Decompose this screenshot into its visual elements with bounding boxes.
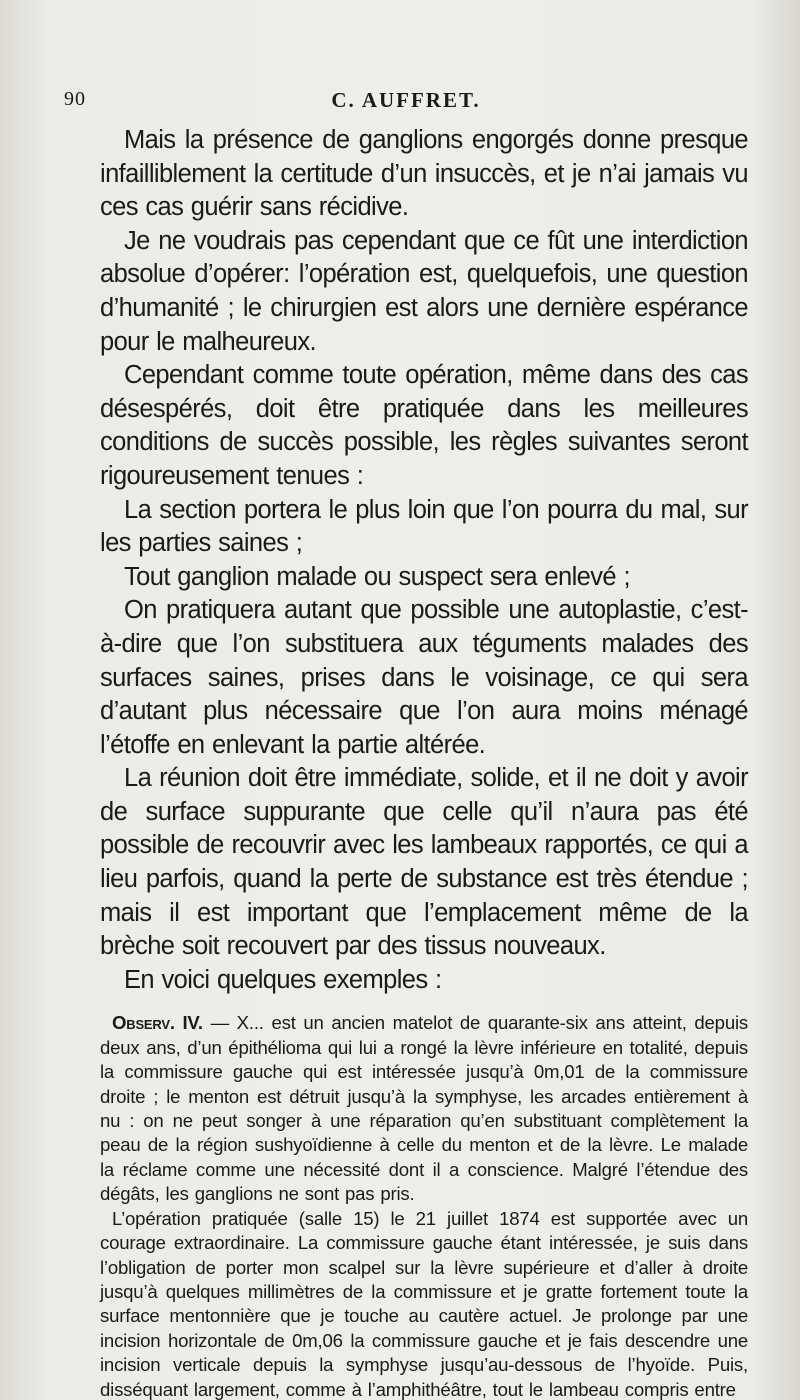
observation-continuation: L’opération pratiquée (salle 15) le 21 juillet 1874 est supportée avec un courage extraordinaire. La commissure gauche étant intéressée, je suis dans l’obligation de porter mon scalpel sur la lèvre supérieure et d’aller à droite jusqu’à quelques millimètres de la commissure et je gratte fortement toute la surface mentonnière que je touche au cautère actuel. Je prolonge par une incision horizontale de 0m,06 la commissure gauche et je fais descendre une incision verticale depuis la symphyse jusqu’au-dessous de l’hyoïde. Puis, disséquant largement, comme à l’amphithéâtre, tout le lambeau compris entre — [100, 1207, 748, 1400]
running-head: C. AUFFRET. — [331, 88, 481, 112]
observation-paragraph — [100, 1011, 748, 1206]
page-header — [64, 88, 748, 118]
paragraph: Cependant comme toute opération, même dans des cas désespérés, doit être pratiquée dans les meilleures conditions de succès possible, les règles suivantes seront rigoureusement tenues : — [100, 361, 748, 490]
page-number: 90 — [64, 88, 86, 110]
main-text — [100, 124, 748, 997]
paragraph: La réunion doit être immédiate, solide, et il ne doit y avoir de surface suppurante que celle qu’il n’aura pas été possible de recouvrir avec les lambeaux rapportés, ce qui a lieu parfois, quand la perte de substance est très étendue ; mais il est important que l’emplacement même de la brèche soit recouvert par des tissus nouveaux. — [100, 764, 748, 961]
paragraph: La section portera le plus loin que l’on pourra du mal, sur les parties saines ; — [100, 495, 748, 558]
paragraph: On pratiquera autant que possible une autoplastie, c’est-à-dire que l’on substituera aux téguments malades des surfaces saines, prises dans le voisinage, ce qui sera d’autant plus nécessaire que l’on aura moins ménagé l’étoffe en enlevant la partie altérée. — [100, 596, 748, 759]
observation-block — [100, 1011, 748, 1400]
paragraph: Mais la présence de ganglions engorgés donne presque infailliblement la certitude d’un insuccès, et je n’ai jamais vu ces cas guérir sans récidive. — [100, 126, 748, 222]
page-body — [100, 124, 748, 1400]
observation-text: — X... est un ancien matelot de quarante-six ans atteint, depuis deux ans, d’un épithélioma qui lui a rongé la lèvre inférieure en totalité, depuis la commissure gauche qui est intéressée jusqu’à 0m,01 de la commissure droite ; le menton est détruit jusqu’à la symphyse, les arcades entièrement à nu : on ne peut songer à une réparation qu’en substituant complètement la peau de la région sushyoïdienne à celle du menton et de la lèvre. Le malade la réclame comme une nécessité dont il a conscience. Malgré l’étendue des dégâts, les ganglions ne sont pas pris. — [100, 1012, 748, 1205]
paragraph: Tout ganglion malade ou suspect sera enlevé ; — [124, 562, 630, 591]
observation-label: Observ. IV. — [112, 1012, 203, 1034]
paragraph: En voici quelques exemples : — [124, 965, 442, 994]
paragraph: Je ne voudrais pas cependant que ce fût une interdiction absolue d’opérer: l’opération est, quelquefois, une question d’humanité ; le chirurgien est alors une dernière espérance pour le malheureux. — [100, 226, 748, 356]
